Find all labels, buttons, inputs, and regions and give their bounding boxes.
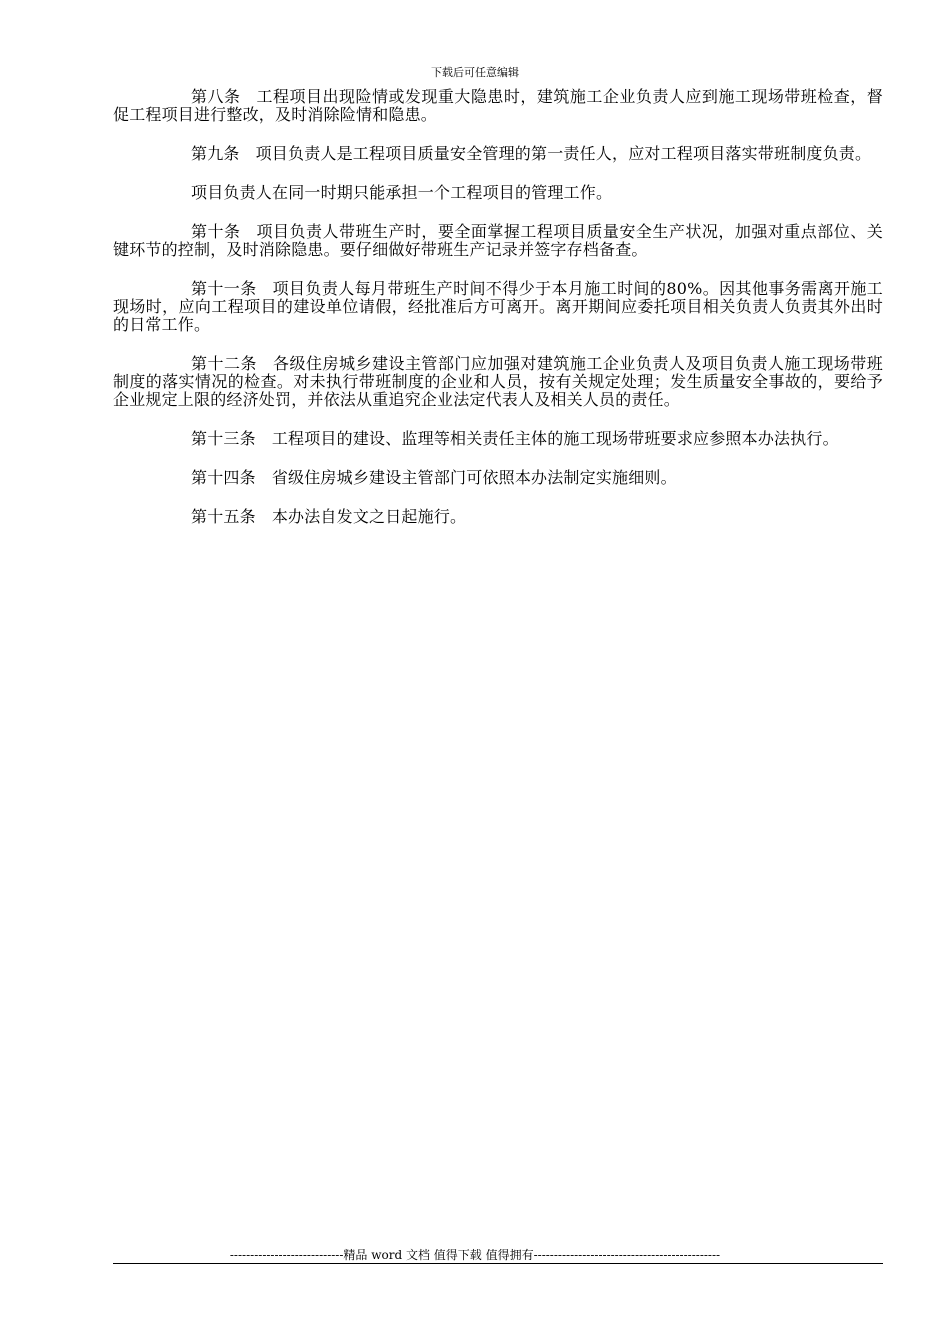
paragraph-article-15 — [113, 508, 883, 526]
paragraph-article-9-continued — [113, 184, 883, 202]
paragraph-article-14 — [113, 469, 883, 487]
article-number: 第十五条 — [191, 507, 256, 526]
article-number: 第八条 — [191, 87, 241, 106]
document-body — [113, 88, 883, 547]
paragraph-article-9 — [113, 145, 883, 163]
footer-divider — [113, 1263, 883, 1264]
paragraph-article-11 — [113, 280, 883, 334]
paragraph-article-12 — [113, 355, 883, 409]
article-text: 项目负责人带班生产时，要全面掌握工程项目质量安全生产状况，加强对重点部位、关键环节的控制，及时消除隐患。要仔细做好带班生产记录并签字存档备查。 — [113, 222, 883, 259]
paragraph-article-8 — [113, 88, 883, 124]
article-text: 本办法自发文之日起施行。 — [271, 507, 467, 526]
article-text: 项目负责人每月带班生产时间不得少于本月施工时间的80%。因其他事务需离开施工现场时，应向工程项目的建设单位请假，经批准后方可离开。离开期间应委托项目相关负责人负责其外出时的日常工作。 — [113, 279, 883, 334]
article-text: 工程项目的建设、监理等相关责任主体的施工现场带班要求应参照本办法执行。 — [271, 429, 839, 448]
footer-text: ----------------------------精品 word 文档 值得下载 值得拥有---------------------------------------------- — [229, 1248, 721, 1262]
header-note: 下载后可任意编辑 — [431, 66, 519, 79]
article-number: 第十二条 — [191, 354, 257, 373]
paragraph-article-13 — [113, 430, 883, 448]
article-text: 省级住房城乡建设主管部门可依照本办法制定实施细则。 — [271, 468, 677, 487]
article-number: 第九条 — [191, 144, 240, 163]
article-number: 第十三条 — [191, 429, 256, 448]
article-number: 第十四条 — [191, 468, 256, 487]
article-number: 第十一条 — [191, 279, 257, 298]
article-text: 工程项目出现险情或发现重大隐患时，建筑施工企业负责人应到施工现场带班检查，督促工程项目进行整改，及时消除险情和隐患。 — [113, 87, 883, 124]
article-number: 第十条 — [191, 222, 241, 241]
article-text: 各级住房城乡建设主管部门应加强对建筑施工企业负责人及项目负责人施工现场带班制度的落实情况的检查。对未执行带班制度的企业和人员，按有关规定处理；发生质量安全事故的，要给予企业规定上限的经济处罚，并依法从重追究企业法定代表人及相关人员的责任。 — [113, 354, 883, 409]
article-text: 项目负责人是工程项目质量安全管理的第一责任人，应对工程项目落实带班制度负责。 — [255, 144, 872, 163]
article-text: 项目负责人在同一时期只能承担一个工程项目的管理工作。 — [191, 183, 613, 202]
paragraph-article-10 — [113, 223, 883, 259]
